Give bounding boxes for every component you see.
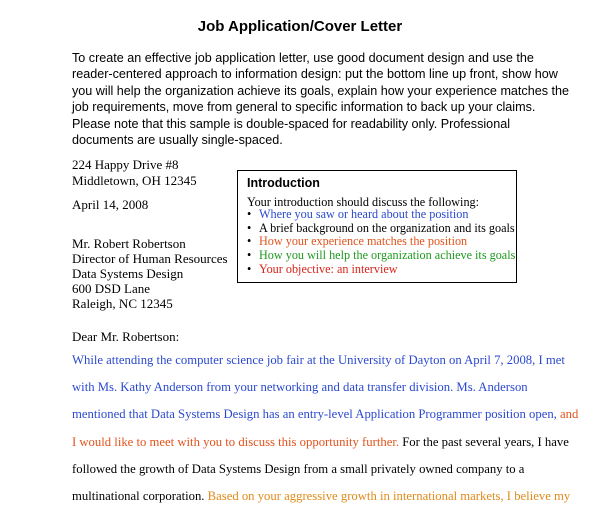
body-segment: with Ms. Kathy Anderson from your networking and data transfer division. Ms. Anderson bbox=[72, 380, 528, 395]
body-line bbox=[72, 352, 597, 379]
callout-lead: Your introduction should discuss the following: bbox=[247, 195, 480, 209]
recipient-street: 600 DSD Lane bbox=[72, 281, 150, 296]
bullet-icon: • bbox=[247, 248, 252, 263]
recipient-title: Director of Human Resources bbox=[72, 251, 228, 266]
body-line bbox=[72, 434, 597, 461]
body-segment: mentioned that Data Systems Design has an entry-level Application Programmer position open, bbox=[72, 407, 557, 422]
body-line bbox=[72, 406, 597, 433]
recipient-city: Raleigh, NC 12345 bbox=[72, 296, 173, 311]
bullet-icon: • bbox=[247, 207, 252, 221]
instructions-paragraph bbox=[72, 50, 597, 148]
instruction-line: you will help the organization achieve its goals, explain how your experience matches the bbox=[72, 83, 570, 98]
instruction-line: To create an effective job application letter, use good document design and use the bbox=[72, 51, 534, 65]
body-segment: For the past several years, I have bbox=[402, 434, 569, 449]
callout-item bbox=[247, 263, 515, 277]
body-line bbox=[72, 488, 597, 515]
callout-item-text: Where you saw or heard about the position bbox=[259, 207, 469, 221]
sender-city: Middletown, OH 12345 bbox=[72, 173, 197, 188]
body-segment: Based on your aggressive growth in international markets, I believe my bbox=[207, 488, 571, 503]
body-segment: followed the growth of Data Systems Design from a small privately owned company to a bbox=[72, 461, 525, 476]
callout-item bbox=[247, 208, 515, 222]
bullet-icon: • bbox=[247, 220, 252, 235]
callout-item bbox=[247, 249, 515, 263]
body-line bbox=[72, 379, 597, 406]
callout-list bbox=[247, 208, 515, 277]
salutation: Dear Mr. Robertson: bbox=[72, 329, 180, 344]
body-segment: and bbox=[560, 407, 579, 422]
callout-item-text: Your objective: an interview bbox=[259, 261, 398, 276]
page-title: Job Application/Cover Letter bbox=[197, 18, 403, 35]
instruction-line: reader-centered approach to information design: put the bottom line up front, show how bbox=[72, 67, 558, 82]
callout-item-text: How your experience matches the position bbox=[259, 234, 468, 249]
callout-item bbox=[247, 235, 515, 249]
instruction-line: Please note that this sample is double-spaced for readability only. Professional bbox=[72, 116, 510, 131]
body-line bbox=[72, 461, 597, 488]
body-segment: While attending the computer science job fair at the University of Dayton on April 7, 2008, I met bbox=[72, 353, 565, 367]
callout-heading: Introduction bbox=[247, 176, 320, 190]
recipient-name: Mr. Robert Robertson bbox=[72, 236, 186, 251]
bullet-icon: • bbox=[247, 234, 252, 249]
letter-date: April 14, 2008 bbox=[72, 197, 149, 212]
body-segment: multinational corporation. bbox=[72, 488, 205, 503]
body-segment: I would like to meet with you to discuss this opportunity further. bbox=[72, 434, 400, 449]
callout-item-text: A brief background on the organization and its goals bbox=[259, 220, 515, 235]
letter-body bbox=[72, 352, 597, 515]
bullet-icon: • bbox=[247, 261, 252, 276]
callout-item-text: How you will help the organization achieve its goals bbox=[259, 248, 516, 263]
instruction-line: job requirements, move from general to specific information to back up your claims. bbox=[72, 100, 536, 115]
callout-item bbox=[247, 222, 515, 236]
recipient-company: Data Systems Design bbox=[72, 266, 184, 281]
sender-street: 224 Happy Drive #8 bbox=[72, 157, 179, 172]
introduction-callout-box bbox=[237, 170, 517, 283]
instruction-line: documents are usually single-spaced. bbox=[72, 133, 283, 148]
